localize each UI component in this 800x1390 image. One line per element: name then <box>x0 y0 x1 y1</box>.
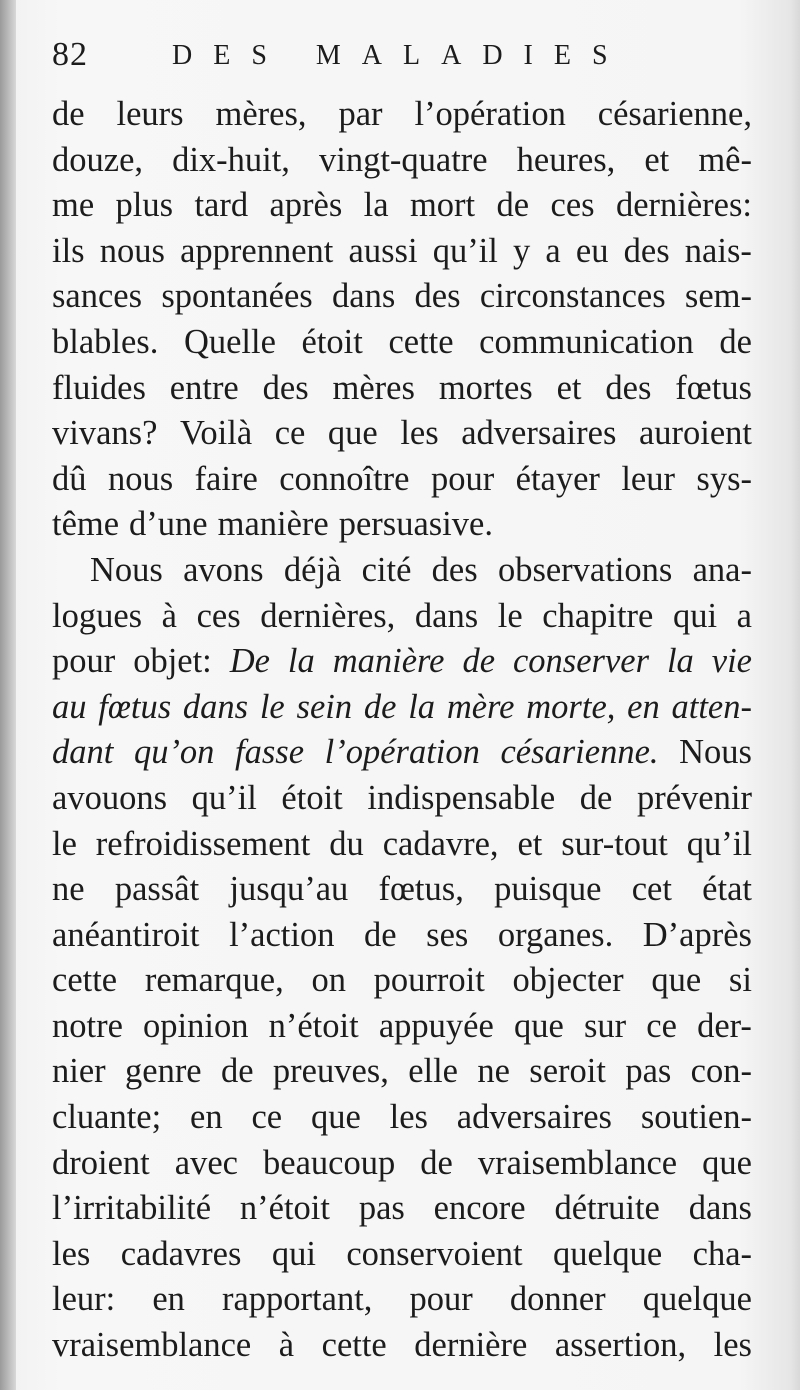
text-line: droient avec beaucoup de vraisemblance que <box>52 1143 752 1182</box>
running-head: DES MALADIES <box>172 40 629 71</box>
text-line: cluante; en ce que les adversaires soutien- <box>52 1098 752 1137</box>
text-line: cette remarque, on pourroit objecter que si <box>52 961 752 1000</box>
text-line: le refroidissement du cadavre, et sur-tout qu’il <box>52 824 752 863</box>
text-line: ils nous apprennent aussi qu’il y a eu des nais- <box>52 231 752 270</box>
body-text <box>52 92 752 1369</box>
text-line: vivans? Voilà ce que les adversaires auroient <box>52 414 752 453</box>
text-line: douze, dix-huit, vingt-quatre heures, et mê- <box>52 140 752 179</box>
text-line: vraisemblance à cette dernière assertion, les <box>52 1326 752 1365</box>
page-gutter-shadow <box>0 0 16 1390</box>
text-line: sances spontanées dans des circonstances sem- <box>52 277 752 316</box>
text-line: les cadavres qui conservoient quelque cha- <box>52 1234 752 1273</box>
text-line: l’irritabilité n’étoit pas encore détruite dans <box>52 1189 752 1228</box>
page-header <box>50 32 750 82</box>
text-line: fluides entre des mères mortes et des fœtus <box>52 368 752 407</box>
text-line: avouons qu’il étoit indispensable de prévenir <box>52 778 752 817</box>
text-line: me plus tard après la mort de ces dernières: <box>52 186 752 225</box>
text-line: nier genre de preuves, elle ne seroit pas con- <box>52 1052 752 1091</box>
text-line: notre opinion n’étoit appuyée que sur ce der- <box>52 1006 752 1045</box>
page-number: 82 <box>52 36 88 73</box>
text-line: blables. Quelle étoit cette communication de <box>52 322 752 361</box>
text-line: dant qu’on fasse l’opération césarienne. Nous <box>52 733 752 772</box>
text-line: Nous avons déjà cité des observations ana- <box>90 550 752 589</box>
text-line: tême d’une manière persuasive. <box>52 505 493 544</box>
text-line: dû nous faire connoître pour étayer leur sys- <box>52 459 752 498</box>
text-line: de leurs mères, par l’opération césarienne, <box>52 95 752 133</box>
text-line: logues à ces dernières, dans le chapitre qui a <box>52 596 752 635</box>
text-line: anéantiroit l’action de ses organes. D’après <box>52 915 752 954</box>
text-line: pour objet: De la manière de conserver la vie <box>52 642 752 681</box>
text-line: leur: en rapportant, pour donner quelque <box>52 1280 752 1319</box>
text-line: au fœtus dans le sein de la mère morte, en atten- <box>52 687 752 726</box>
text-line: ne passât jusqu’au fœtus, puisque cet état <box>52 870 752 909</box>
